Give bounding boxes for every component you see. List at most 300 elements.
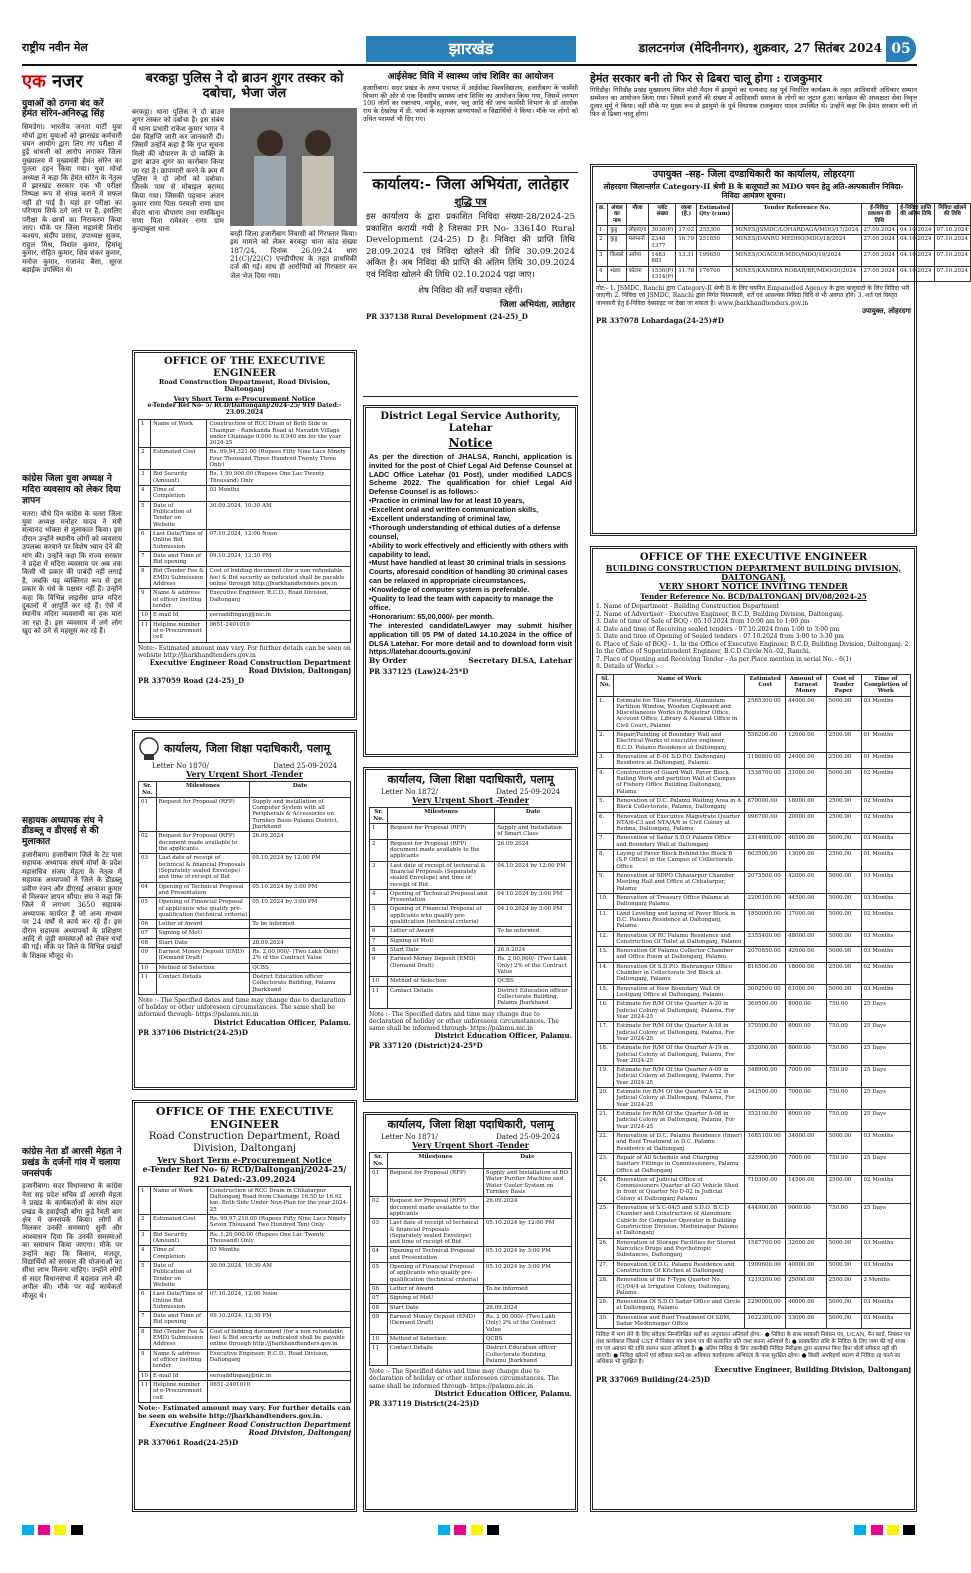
- ad7-info-line: 7. Place of Opening and Receiving Tender - As per Place mention in serial No. - 6(1): [596, 655, 852, 663]
- ad1-note: Note:- Estimated amount may vary. For further details can be seen on website http://jharkhandtenders.gov.in: [138, 644, 351, 659]
- ad7-cell: 03 Months: [861, 1313, 910, 1329]
- ad4-row: [370, 946, 572, 955]
- ad6-th: प्लॉट संख्या: [649, 204, 676, 226]
- ad2-cell-no: 08: [139, 938, 157, 947]
- ad2-cell-value: 05.10.2024 by 3:00 PM: [250, 882, 351, 898]
- magenta-swatch-2: [454, 1525, 466, 1535]
- dlsa-notice: Notice: [448, 436, 493, 450]
- ad2-cell-key: Last date of receipt of technical & financial Proposals (Separately sealed Envelope) and time of receipt of Bid: [156, 854, 250, 882]
- ad1-ref: e-Tender Ref No- 5/ RCD/Daltonganj/2024-25/ 919 Dated:- 23.09.2024: [147, 402, 342, 417]
- ad7-cell: 2565300.00: [745, 696, 786, 731]
- ek-nazar-b: नजर: [52, 71, 83, 92]
- ad5-cell-no: 08: [370, 1303, 388, 1312]
- column-3: [363, 72, 578, 1512]
- ad1-cell-no: 10: [139, 611, 151, 620]
- ad3-cell-no: 7: [139, 1312, 151, 1328]
- ad7-cell: 3002500.00: [745, 984, 786, 1000]
- ad2-head: [138, 736, 351, 762]
- ad2-letter: Letter No 1870/: [152, 762, 209, 770]
- ad7-cell: 603500.00: [745, 850, 786, 872]
- dlsa-body: As per the direction of JHALSA, Ranchi, application is invited for the post of Chief Legal Aid Defense Counsel at LADC Office Latehar (01 Post), under modified LADCS Scheme 2022. The qualification for chief Legal Aid Defense Counsel is as follows:-: [369, 451, 572, 497]
- ad7-cell: 7000.00: [786, 1088, 827, 1110]
- ad7-cell: 9.: [597, 872, 614, 894]
- ad4-th-sr: Sr. No.: [370, 808, 388, 824]
- ad7-cell: 870000.00: [745, 796, 786, 812]
- ad5-row: [370, 1303, 572, 1312]
- ad7-cell: 2 Months: [861, 1276, 910, 1298]
- ad6-cell: 07.10.2024: [934, 226, 971, 235]
- ad7-row: [597, 1044, 911, 1066]
- ad7-cell: Renovation of Executive Magistrate Quarter NTA/6-C3 and NTA/A/6 in Civil Colony at Redma, Daltonganj, Palamu: [614, 812, 745, 834]
- ad7-cell: 03 Months: [861, 834, 910, 850]
- ad7-cell: Renovation of E-01 S.D.P.O. Daltonganj Residence at Daltonganj, Palamu: [614, 753, 745, 769]
- ad1-cell-key: Time of Completion: [151, 486, 207, 502]
- ad4-cell-key: Last date of receipt of technical & financial Proposals (Separately sealed Envelope) and time of receipt of Bid: [388, 861, 495, 889]
- ad3-row: [139, 1380, 351, 1402]
- dlsa-item: •Thorough understanding of ethical duties of a defense counsel,: [369, 522, 561, 541]
- ad4-pr: PR 337120 (District)24-25*D: [369, 1041, 483, 1051]
- ad5-row: [370, 1219, 572, 1247]
- ad7-cell: 02 Months: [861, 909, 910, 931]
- ad5-cell-no: 02: [370, 1197, 388, 1219]
- ad4-sign: District Education Officer, Palamu.: [434, 1031, 572, 1041]
- ad6-cell: 07.10.2024: [934, 235, 971, 251]
- ad7-row: [597, 909, 911, 931]
- story3-title: सहायक अध्यापक संघ ने डीडब्लू व डीएसई से की मुलाकात: [22, 815, 103, 848]
- ad2-title: कार्यालय, जिला शिक्षा पदाधिकारी, पलामू: [164, 742, 331, 756]
- ad7-row: [597, 872, 911, 894]
- ad2-sign: District Education Officer, Palamu.: [213, 1017, 351, 1027]
- story1-title: युवाओं को ठगना बंद करें हेमंत सोरेन-अनिरुद्ध सिंह: [22, 98, 105, 120]
- black-swatch: [71, 1525, 83, 1535]
- ad4-cell-key: Request for Proposal (RFP): [388, 824, 495, 840]
- ad6-th: रकबा (हे.): [676, 204, 697, 226]
- ad1-cell-key: Name of Work: [151, 420, 207, 448]
- ad7-row: [597, 984, 911, 1000]
- ad5-cell-key: Contact Details: [387, 1344, 483, 1366]
- ad7-cell: 13000.00: [786, 850, 827, 872]
- ad6-cell: MINES/JSMDC/LOHARDAGA/MDO/17/2024: [733, 226, 861, 235]
- ad6-th: ई-निविदा प्राप्ति की अंतिम तिथि: [898, 204, 935, 226]
- ad7-cell: 5000.00: [826, 834, 861, 850]
- ad7-cell: 42000.00: [786, 872, 827, 894]
- ad7-cell: 5000.00: [826, 931, 861, 947]
- ad3-row: [139, 1261, 351, 1289]
- dlsa-item: •Excellent understanding of criminal law,: [369, 514, 511, 524]
- ad4-cell-no: 4: [370, 889, 388, 905]
- ad6-cell: 27.09.2024: [861, 251, 898, 267]
- ad2-cell-key: Start Date: [156, 938, 250, 947]
- ad1-cell-key: Name & address of officer Inviting tender: [151, 589, 207, 611]
- ad7-cell: 25.: [597, 1204, 614, 1239]
- ad5-cell-key: Earnest Money Deposit (EMD) (Demand Draft): [387, 1312, 483, 1334]
- ad2-cell-value: 26.09.2024: [250, 832, 351, 854]
- ad6-th: मौजा: [626, 204, 649, 226]
- ad3-cell-value: eeroaddtnganj@nic.in: [207, 1371, 350, 1380]
- ad6-cell: 255300: [697, 226, 733, 235]
- ad5-cell-key: Signing of MoU: [387, 1294, 483, 1303]
- ad6-cell: भंडरा: [608, 266, 626, 282]
- ad5-th-milestone: Milestones: [387, 1153, 483, 1169]
- ad7-cell: 28.: [597, 1276, 614, 1298]
- ad7-cell: 11.: [597, 909, 614, 931]
- dlsa-pr: PR 337125 (Law)24-25*D: [369, 666, 469, 676]
- lead-body-a: बरकट्ठा। थाना पुलिस ने दो ब्राउन शुगर तस्कर को दबोचा है। इस संबंध में थाना प्रभारी राकेश कुमार भगत ने प्रेस विज्ञप्ति जारी कर जानकारी दी। जिसमें उन्होंने कहा है कि गुप्त सूचना मिली की चौपारण के दो व्यक्ति के द्वारा ब्राउन शुगर का कारोबार किया जा रहा है। छापामारी करने के क्रम में पुलिस ने दो लोगों को दबोचा। जिनके पास से मोबाइल बरामद किया गया। जिसकी पहचान अंजन कुमार राणा पिता परमली राणा ग्राम सेंदरा थाना चौपारण तथा रामकिशुन राणा पिता रामेश्वर राणा ग्राम कुन्दाबुला थाना: [132, 107, 224, 234]
- ad7-cell: Renovation of D.C. Palamu Residence (Inner) and Roof Treatment in D.C. Palamu Residence at Daltonganj: [614, 1131, 745, 1153]
- ad7-row: [597, 1131, 911, 1153]
- ad7-cell: 20000.00: [786, 812, 827, 834]
- ad5-cell-key: Start Date: [387, 1303, 483, 1312]
- ad3-cell-no: 6: [139, 1290, 151, 1312]
- ad7-cell: 750.00: [826, 1000, 861, 1022]
- page-number: 05: [886, 36, 916, 62]
- ad3-notice: Very Short Term e-Procurement Notice: [157, 1155, 332, 1166]
- ad7-cell: 24.: [597, 1175, 614, 1203]
- ad7-cell: 556200.00: [745, 731, 786, 753]
- ad2-row: [139, 973, 351, 995]
- ad7-pr: PR 337069 Building(24-25)D: [596, 1374, 711, 1384]
- ad7-cell: 12.: [597, 931, 614, 947]
- ad1-row: [139, 448, 351, 470]
- ad7-row: [597, 1022, 911, 1044]
- ad6-cell: कोटमा: [626, 266, 649, 282]
- ad3-row: [139, 1349, 351, 1371]
- ad7-cell: 9000.00: [786, 1204, 827, 1239]
- ad7-row: [597, 834, 911, 850]
- ad7-info-line: 2. Name of Advertiser - Executive Engineer, B.C.D, Building Division, Daltonganj.: [596, 610, 844, 618]
- col3-top-body: हजारीबाग। सदर प्रखंड के तरुम पंचायत में आईसेक्ट विश्वविद्यालय, हजारीबाग के फार्मेसी विभाग की ओर से एक दिवसीय स्वास्थ्य जांच शिविर का आयोजन किया गया, जिसमें लगभग 100 लोगों का रक्तचाप, मधुमेह, वजन, फ्लू आदि की जांच फार्मेसी विभाग के डॉ आलोक राय के देखरेख में डी. फार्मा के सहायक प्राध्यापकों व विद्यार्थियों ने किया। मौके पर लोगों को उचित परामर्श भी दिए गए।: [363, 83, 578, 123]
- ad7-row: [597, 1000, 911, 1022]
- cyan-swatch-2: [438, 1525, 450, 1535]
- ad6-cell: 2348 1377: [649, 235, 676, 251]
- ad6-cell: 27.09.2024: [861, 226, 898, 235]
- ad4-cell-key: Opening of Financial Proposal of applicants who qualify pre-qualification (technical criteria): [388, 905, 495, 927]
- ad3-cell-no: 10: [139, 1371, 151, 1380]
- ad7-cell: 750.00: [826, 1088, 861, 1110]
- ad7-row: [597, 731, 911, 753]
- ad3-cell-no: 1: [139, 1186, 151, 1214]
- ad1-table: [138, 419, 351, 642]
- ad3-row: [139, 1246, 351, 1262]
- ad7-th: Amount of Earnest Money: [786, 674, 827, 696]
- ad7-row: [597, 1260, 911, 1276]
- yellow-swatch-3: [887, 1525, 899, 1535]
- ad-deo-palamu-1872: [363, 767, 578, 1102]
- ad7-row: [597, 1276, 911, 1298]
- col4-top-title: हेमंत सरकार बनी तो फिर से ढिबरा चालू होगा : राजकुमार: [590, 72, 822, 85]
- ad6-cell: 251850: [697, 235, 733, 251]
- ad7-cell: Renovation Of S.D.O Sadar Office and Circle at Daltonganj, Palamu: [614, 1298, 745, 1314]
- ad7-row: [597, 1110, 911, 1132]
- ad7-cell: Estimate for R/M Of the Quarter A-19 in Judicial Colony at Daltonganj, Palamu, For Year 2024-25: [614, 1044, 745, 1066]
- ad6-th: Tender Reference No.: [733, 204, 861, 226]
- ad3-row: [139, 1312, 351, 1328]
- ad3-row: [139, 1371, 351, 1380]
- ad1-cell-value: 03 Months: [207, 486, 351, 502]
- ad6-cell: 176700: [697, 266, 733, 282]
- ad2-cell-no: 11: [139, 973, 157, 995]
- ad7-cell: 5000.00: [826, 1131, 861, 1153]
- ad7-cell: 12000.00: [786, 731, 827, 753]
- ad5-cell-value: 05.10.2024 by 3:00 PM: [483, 1247, 571, 1263]
- ad7-cell: 1685100.00: [745, 1131, 786, 1153]
- ad5-row: [370, 1312, 572, 1334]
- ad4-cell-value: QCBS: [495, 977, 572, 986]
- ad2-cell-value: 28.09.2024: [250, 938, 351, 947]
- ad7-cell: Renovation of Judicial Office of Commissioners Quarter at GO Vehicle Shed in front of Quarter No D-02 in Judicial Colony at Daltonganj Palamu: [614, 1175, 745, 1203]
- ad3-cell-value: 03 Months: [207, 1246, 350, 1262]
- ad1-cell-no: 6: [139, 529, 151, 551]
- ad1-cell-key: Bid Security (Amount): [151, 470, 207, 486]
- ad5-cell-no: 10: [370, 1334, 388, 1343]
- ad6-cell: 1536(P) 1314(P): [649, 266, 676, 282]
- ad1-cell-value: Rs. 1,99,900.00 (Rupees One Lac Twenty Thousand) Only: [207, 470, 351, 486]
- ad2-cell-value: Rs. 2,00,000/- (Two Lakh Only) 2% of the Contract Value: [250, 948, 351, 964]
- ad1-cell-key: Last Date/Time of Online Bid Submission: [151, 529, 207, 551]
- ad7-cell: Renovation Of D.G. Palamu Residence and Construction Of Kitchen at Daltonganj: [614, 1260, 745, 1276]
- ad4-cell-no: 2: [370, 839, 388, 861]
- ad7-cell: 2500.00: [826, 962, 861, 984]
- ad5-cell-value: 05.10.2024 by 12:00 PM: [483, 1219, 571, 1247]
- ad7-cell: 48000.00: [786, 931, 827, 947]
- ad4-note: Note :- The Specified dates and time may change due to declaration of holiday or other unforeseen circumstances. The same shall be informed through- https://palamu.nic.in: [369, 1010, 559, 1032]
- ad7-cell: 2500.00: [826, 1175, 861, 1203]
- ad3-cell-value: 07.10.2024, 12:00 Noon: [207, 1290, 350, 1312]
- ad7-cell: 444900.00: [745, 1204, 786, 1239]
- ad2-cell-no: 06: [139, 920, 157, 929]
- ad4-cell-no: 10: [370, 977, 388, 986]
- ad1-cell-key: Bid (Tender Fee & EMD) Submission Address: [151, 567, 207, 589]
- ad7-cell: Estimate for R/M Of the Quarter A-08 in Judicial Colony at Daltonganj, Palamu, For Year 2024-25: [614, 1110, 745, 1132]
- ad3-cell-value: Rs. 99,97,210.00 (Rupees Fifty Nine Lacs Ninety Seven Thousand Two Hundred Ten) Only: [207, 1215, 350, 1231]
- ad7-cell: Renovation of New Boundary Wall Of Lesliganj Office at Daltonganj, Palamu: [614, 984, 745, 1000]
- ad7-cell: 01 Months: [861, 753, 910, 769]
- ad-rcd-tender-5: [132, 350, 357, 720]
- ad7-cell: 370500.00: [745, 1022, 786, 1044]
- ad7-row: [597, 931, 911, 947]
- ad7-cell: 25 Days: [861, 1044, 910, 1066]
- ad7-cell: 18000.00: [786, 962, 827, 984]
- ad1-cell-value: 30.09.2024, 10:30 AM: [207, 501, 351, 529]
- ad7-th: Time of Completion of Work: [861, 674, 910, 696]
- ad7-cell: 16.: [597, 1000, 614, 1022]
- ad3-cell-value: Construction of RCC Drain in Chhatarpur Daltonganj Road from Chainage 16.50 to 16.92 km. Both Side Under Non-Plan for the year 2024-25: [207, 1186, 350, 1214]
- ad2-cell-no: 10: [139, 963, 157, 972]
- ad7-cell: Renovation of Storage Facilities for Stored Narcotics Drugs and Psychotropic Substances, Daltonganj: [614, 1238, 745, 1260]
- ad7-row: [597, 1204, 911, 1239]
- ad7-cell: 02 Months: [861, 768, 910, 796]
- ad7-cell: 750.00: [826, 1066, 861, 1088]
- ad7-cell: 2500.00: [826, 731, 861, 753]
- ad1-row: [139, 529, 351, 551]
- people-photo-icon: [230, 108, 357, 226]
- ad5-date: Dated 25-09-2024: [496, 1133, 560, 1142]
- ad3-cell-key: Estimated Cost: [151, 1215, 208, 1231]
- ad7-cell: 2500.00: [826, 753, 861, 769]
- lead-title: बरकट्ठा पुलिस ने दो ब्राउन शुगर तस्कर को दबोचा, भेजा जेल: [145, 71, 344, 101]
- ad4-cell-no: 9: [370, 955, 388, 977]
- ad5-row: [370, 1334, 572, 1343]
- ad1-cell-key: Date of Publication of Tender on Website: [151, 501, 207, 529]
- ad4-cell-key: Request for Proposal (RFP) document made available to the applicants: [388, 839, 495, 861]
- ad7-cell: 30.: [597, 1313, 614, 1329]
- ad7-row: [597, 893, 911, 909]
- ad5-sign: District Education Officer, Palamu.: [434, 1388, 572, 1398]
- ad3-cell-value: Executive Engineer, R.C.D., Road Division, Daltonganj: [207, 1349, 350, 1371]
- ad4-cell-no: 11: [370, 986, 388, 1008]
- ad1-cell-value: 07.10.2024, 12:00 Noon: [207, 529, 351, 551]
- ad3-cell-key: Name & address of officer Inviting tender: [151, 1349, 208, 1371]
- ad7-cell: 750.00: [826, 1204, 861, 1239]
- ad6-pr: PR 337078 Lohardaga(24-25)#D: [596, 315, 724, 325]
- ad3-note: Note:- Estimated amount may vary. For further details can be seen on website http://jharkhandtenders.gov.in.: [138, 1403, 351, 1420]
- ad7-cell: 5000.00: [826, 1238, 861, 1260]
- ad1-cell-no: 5: [139, 501, 151, 529]
- ad7-cell: 1219200.00: [745, 1276, 786, 1298]
- ad1-row: [139, 589, 351, 611]
- ad5-cell-no: 04: [370, 1247, 388, 1263]
- ad7-cell: 34000.00: [786, 1131, 827, 1153]
- ad2-row: [139, 920, 351, 929]
- ad7-cell: Repair/Painting of Boundary Wall and Electrical Works of executive engineer, B.C.D. Palamu Residence at Daltonganj: [614, 731, 745, 753]
- ad5-title: कार्यालय, जिला शिक्षा पदाधिकारी, पलामू: [387, 1118, 554, 1131]
- ad7-cell: 341500.00: [745, 1088, 786, 1110]
- ad6-cell: 199650: [697, 251, 733, 267]
- ad7-cell: 32000.00: [786, 1238, 827, 1260]
- ad5-cell-value: 05.10.2024 by 3:00 PM: [483, 1263, 571, 1285]
- ad3-cell-key: Date of Publication of Tender on Website: [151, 1261, 208, 1289]
- ad7-info-line: 3. Date of time of Sale of BOQ - 05.10.2024 from 10:00 am to 1:00 pm: [596, 618, 810, 626]
- ad6-sign: उपायुक्त, लोहरदगा: [862, 305, 911, 315]
- ad3-cell-key: Name of Work: [151, 1186, 208, 1214]
- ad3-row: [139, 1215, 351, 1231]
- ad6-cell: 04.10.2024: [898, 266, 935, 282]
- ad7-cell: 22.: [597, 1131, 614, 1153]
- ad4-cell-key: Letter of Award: [388, 927, 495, 936]
- ad6-cell: 07.10.2024: [934, 251, 971, 267]
- ad2-cell-key: Opening of Financial Proposal of applicants who qualify pre-qualification (technical criteria): [156, 898, 250, 920]
- ad7-cell: Renovation Of Palamu Collector Chamber and Office Room at Daltonganj, Palamu: [614, 947, 745, 963]
- ad7-row: [597, 753, 911, 769]
- ad6-cell: 3: [597, 251, 608, 267]
- ad7-cell: Renovation Of S.D.P.O. Bishrampur Office Chamber in Collectorate 3rd Block at Daltonganj, Palamu: [614, 962, 745, 984]
- ad5-cell-key: Last date of receipt of technical & financial Proposals (Separately sealed Envelope) and time of receipt of Bid: [387, 1219, 483, 1247]
- ad4-date: Dated 25-09-2024: [496, 788, 560, 797]
- ad7-cell: 8.: [597, 850, 614, 872]
- ad7-cell: 21.: [597, 1110, 614, 1132]
- ad7-cell: 24000.00: [786, 753, 827, 769]
- magenta-swatch-3: [871, 1525, 883, 1535]
- ad7-cell: 5000.00: [826, 872, 861, 894]
- ad3-cell-no: 11: [139, 1380, 151, 1402]
- ad5-th-sr: Sr. No.: [370, 1153, 388, 1169]
- ad7-cell: 352100.00: [745, 1110, 786, 1132]
- ad1-cell-value: Executive Engineer, R.C.D., Road Division, Daltonganj: [207, 589, 351, 611]
- ad4-cell-value: District Education officer Collectorate Building, Palamu Jharkhand: [495, 986, 572, 1008]
- ad7-cell: 13.: [597, 947, 614, 963]
- ad6-cell: 04.10.2024: [898, 235, 935, 251]
- ad7-cell: 1622300.00: [745, 1313, 786, 1329]
- ad7-cell: 03 Months: [861, 893, 910, 909]
- ad2-cell-key: Request for Proposal (RFP): [156, 797, 250, 832]
- ad7-cell: 2500.00: [826, 1276, 861, 1298]
- ad2-cell-value: District Education officer Collectorate Building, Palamu Jharkhand: [250, 973, 351, 995]
- ad6-cell: MINES/KANDRA ROBAR/BE/MDO/20/2024: [733, 266, 861, 282]
- ad-bcd-daltonganj: [590, 546, 917, 1512]
- ad7-cell: 03 Months: [861, 947, 910, 963]
- story3-body: हजारीबाग। हजारीबाग जिले के टेट पास सहायक अध्यापक संघर्ष मोर्चा के प्रदेश महासचिव संजय मेहता के नेतृत्व में सहायक अध्यापकों ने जिले के डीडब्लू प्रवीण रंजन और डीएसई आकाश कुमार से मिलकर ज्ञापन सौंपा। संघ ने कहा कि जिले में लगभग 3650 सहायक अध्यापक कार्यरत हैं जो अन्य माध्यम पर 24 वर्षों से कार्य कर रहे हैं। इस दौरान सहायक अध्यापकों के प्रशिक्षण आदि से जुड़ी समस्याओं को लेकर चर्चा की गई। मौके पर जिले के विभिन्न प्रखंडों के शिक्षक मौजूद थे।: [22, 851, 122, 960]
- ad3-cell-key: Time of Completion: [151, 1246, 208, 1262]
- ad4-row: [370, 889, 572, 905]
- ad2-cell-value: Supply and installation of Computer System with all Peripherals & Accessories on Turnkey Basis Palamu District, Jharkhand: [250, 797, 351, 832]
- ad3-cell-value: Cost of bidding document (for a non refundable fee) & Bid security as indicated shall be payable online through http://jharkhandtenders.gov.in: [207, 1327, 350, 1349]
- ad7-info-line: 8. Details of Works :-: [596, 663, 660, 671]
- ad7-info-line: 6. Place of Sale of BOQ - 1. In the Office of Executive Engineer, B.C.D, Building Division, Daltonganj. 2. In the Office of Superintendent Engineer, B.C.D Circle No.-02, Ranchi.: [596, 640, 911, 656]
- col3-top-title: आईसेक्ट विवि में स्वास्थ्य जांच शिविर का आयोजन: [387, 72, 554, 82]
- ad7-cell: 03 Months: [861, 931, 910, 947]
- ad5-cell-value: QCBS: [483, 1334, 571, 1343]
- ad6-row: [597, 235, 971, 251]
- ad-dlsa-latehar: [363, 405, 578, 757]
- ad7-cell: 61000.00: [786, 984, 827, 1000]
- ad2-cell-key: Letter of Award: [156, 920, 250, 929]
- ad7-cell: 8000.00: [786, 1044, 827, 1066]
- dlsa-item: •Quality to lead the team with capacity to manage the office.: [369, 594, 554, 612]
- ad4-title: कार्यालय, जिला शिक्षा पदाधिकारी, पलामू: [387, 773, 554, 786]
- corr-pr: PR 337138 Rural Development (24-25)_D: [366, 311, 528, 321]
- ad4-th-milestone: Milestones: [388, 808, 495, 824]
- ad7-cell: 5000.00: [826, 947, 861, 963]
- ad3-cell-no: 4: [139, 1246, 151, 1262]
- ad7-cell: 03 Months: [861, 1131, 910, 1153]
- ad6-cell: 04.10.2024: [898, 251, 935, 267]
- ad7-cell: 25000.00: [786, 1276, 827, 1298]
- ad6-cell: 4: [597, 266, 608, 282]
- dlsa-sign-row: [369, 657, 572, 666]
- ad7-cell: 25 Days: [861, 1000, 910, 1022]
- ad7-cell: 25 Days: [861, 1022, 910, 1044]
- ad4-cell-no: 5: [370, 905, 388, 927]
- ad6-cell: 07.10.2024: [934, 266, 971, 282]
- ad6-cell: MINES/OGAGUR-MDO/MDO/19/2024: [733, 251, 861, 267]
- ad7-cell: 03 Months: [861, 1298, 910, 1314]
- ad6-row: [597, 251, 971, 267]
- ad4-cell-no: 7: [370, 936, 388, 945]
- ad6-cell: लोहरदगा: [626, 226, 649, 235]
- ad4-row: [370, 905, 572, 927]
- ad7-title: OFFICE OF THE EXECUTIVE ENGINEER: [639, 552, 868, 563]
- ad-deo-palamu-1871: [363, 1112, 578, 1512]
- dlsa-sign: Secretary DLSA, Latehar: [468, 656, 572, 666]
- ad7-cell: 25 Days: [861, 1088, 910, 1110]
- ad7-cell: 5000.00: [826, 1298, 861, 1314]
- ad6-row: [597, 266, 971, 282]
- ad7-info-line: 1. Name of Department - Building Construction Department: [596, 603, 780, 611]
- yellow-swatch-2: [471, 1525, 483, 1535]
- ad7-cell: 1850000.00: [745, 909, 786, 931]
- ad1-cell-value: 09.10.2024, 12:30 PM: [207, 551, 351, 567]
- ad7-cell: 2.: [597, 731, 614, 753]
- dlsa-tail: The interested candidate/Lawyer may submit his/her application till 05 PM of dated 14.10.2024 in the office of DLSA Latehar. For more detail and to download form visit https://latehar.dcourts.gov.in/: [369, 620, 572, 657]
- ad7-cell: 44000.00: [786, 696, 827, 731]
- black-swatch-3: [903, 1525, 915, 1535]
- ad7-cell: 02 Months: [861, 962, 910, 984]
- ad5-note: Note :- The Specified dates and time may change due to declaration of holiday or other unforeseen circumstances. The same shall be informed through- https://palamu.nic.in: [369, 1368, 559, 1390]
- ad2-th-sr: Sr. No.: [139, 782, 157, 798]
- ad-deo-palamu-1870: [132, 730, 357, 1090]
- ad3-cell-value: Rs. 1,20,000.00 (Rupees One Lac Twenty Thousand) Only: [207, 1230, 350, 1246]
- ad4-cell-no: 6: [370, 927, 388, 936]
